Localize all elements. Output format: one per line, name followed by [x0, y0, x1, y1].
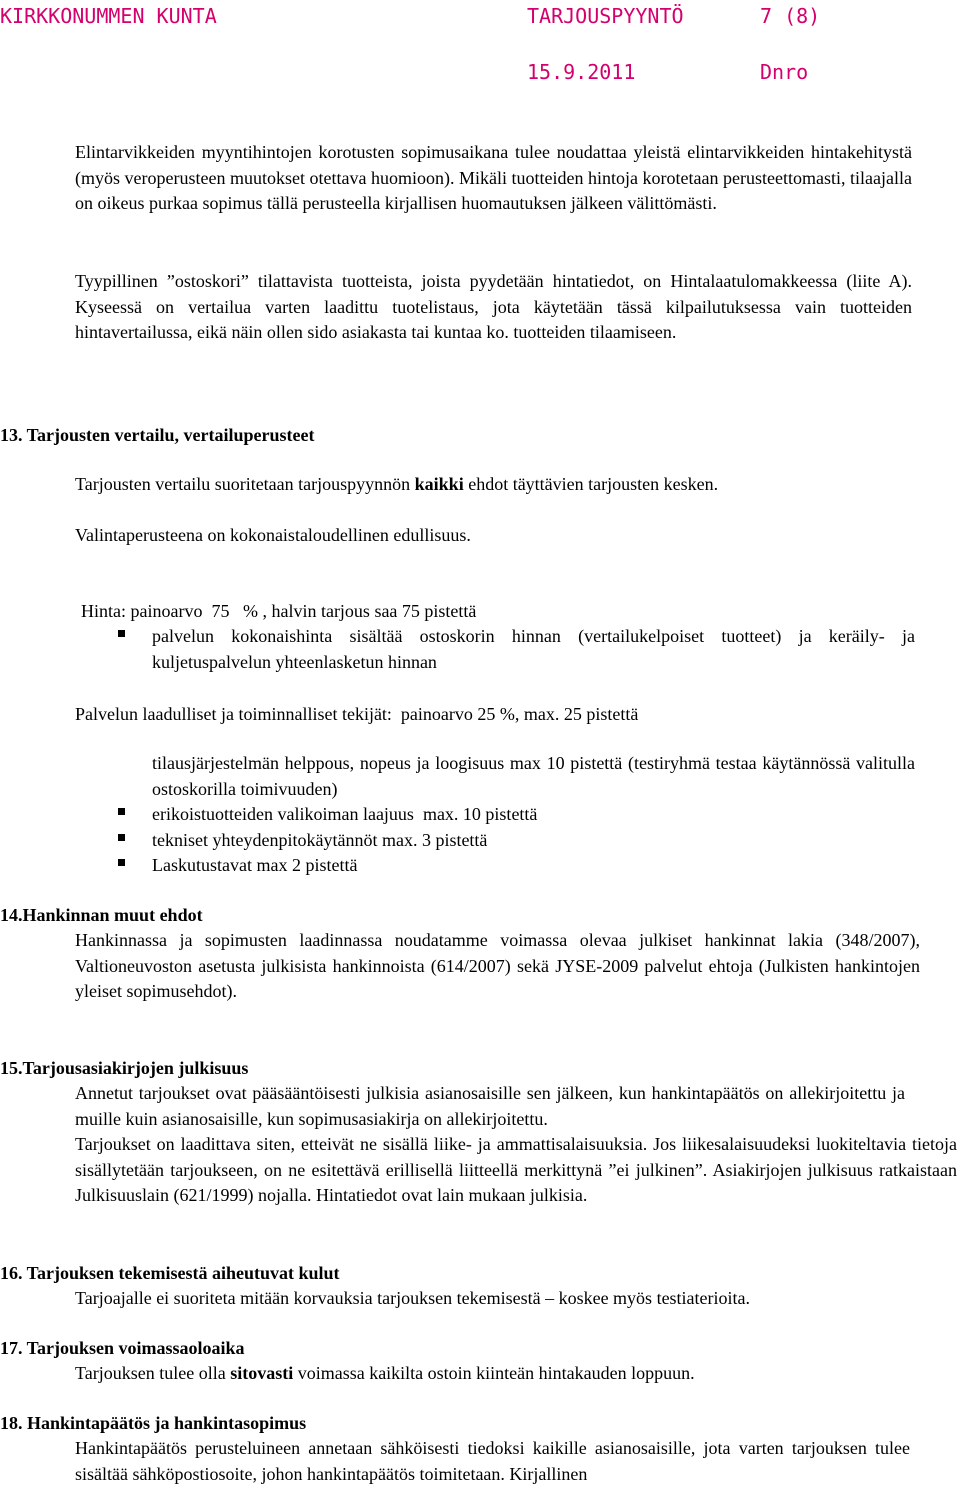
header-doc-type: TARJOUSPYYNTÖ: [527, 4, 684, 28]
section-16-text: Tarjoajalle ei suoriteta mitään korvauksia tarjouksen tekemisestä – koskee myös testiaterioita.: [75, 1288, 751, 1308]
price-bullet: [118, 624, 915, 676]
section-13-paragraph-2: Valintaperusteena on kokonaistaloudellinen edullisuus.: [75, 525, 471, 545]
section-14-text: Hankinnassa ja sopimusten laadinnassa noudatamme voimassa olevaa julkiset hankinnat lakia (348/2007), Valtioneuvoston asetusta julkisista hankinnoista (614/2007) sekä JYSE-2009 palvelut ehtoja (Julkisten hankintojen yleiset sopimusehdot).: [75, 930, 920, 1001]
quality-bullet-1: [118, 802, 915, 828]
intro-paragraph-2: Tyypillinen ”ostoskori” tilattavista tuotteista, joista pyydetään hintatiedot, on Hintalaatulomakkeessa (liite A). Kyseessä on vertailua varten laadittu tuotelistaus, jota käytetään tässä kilpailutuksessa vain tuotteiden hintavertailussa, eikä näin ollen sido asiakasta tai kuntaa ko. tuotteiden tilaamiseen.: [75, 271, 912, 342]
quality-bullet-text: erikoistuotteiden valikoiman laajuus max. 10 pistettä: [152, 804, 538, 824]
section-15-paragraph-2: Tarjoukset on laadittava siten, etteivät ne sisällä liike- ja ammattisalaisuuksia. Jos liikesalaisuudeksi luokiteltavia tietoja sisällytetään tarjoukseen, on ne esitettävä erillisellä liitteellä merkittynä ”ei julkinen”. Asiakirjojen julkisuus ratkaistaan Julkisuuslain (621/1999) nojalla. Hintatiedot ovat lain mukaan julkisia.: [75, 1134, 957, 1205]
header-dnro: Dnro: [760, 60, 809, 84]
s17-text-post: voimassa kaikilta ostoin kiinteän hintakauden loppuun.: [293, 1363, 695, 1383]
bullet-square-icon: [118, 834, 125, 841]
bullet-square-icon: [118, 859, 125, 866]
price-criteria-line: Hinta: painoarvo 75 % , halvin tarjous saa 75 pistettä: [81, 601, 477, 621]
quality-criteria-line: Palvelun laadulliset ja toiminnalliset tekijät: painoarvo 25 %, max. 25 pistettä: [75, 704, 639, 724]
bullet-square-icon: [118, 808, 125, 815]
s13-p1-post: ehdot täyttävien tarjousten kesken.: [463, 474, 719, 494]
section-14-heading: 14.Hankinnan muut ehdot: [0, 905, 203, 925]
quality-bullet-text: tekniset yhteydenpitokäytännöt max. 3 pistettä: [152, 830, 488, 850]
section-16-heading: 16. Tarjouksen tekemisestä aiheutuvat kulut: [0, 1263, 340, 1283]
section-18-heading: 18. Hankintapäätös ja hankintasopimus: [0, 1413, 307, 1433]
header-org: KIRKKONUMMEN KUNTA: [0, 4, 217, 28]
intro-paragraph-1: Elintarvikkeiden myyntihintojen korotusten sopimusaikana tulee noudattaa yleistä elintarvikkeiden hintakehitystä (myös veroperusteen muutokset otettava huomioon). Mikäli tuotteiden hintoja korotetaan perusteettomasti, tilaajalla on oikeus purkaa sopimus tällä perusteella kirjallisen huomautuksen jälkeen välittömästi.: [75, 142, 912, 213]
section-17-heading: 17. Tarjouksen voimassaoloaika: [0, 1338, 245, 1358]
bullet-square-icon: [118, 630, 125, 637]
s17-text-bold: sitovasti: [230, 1363, 294, 1383]
section-17-text: [75, 1361, 912, 1387]
quality-bullet-2: [118, 828, 915, 854]
quality-item: [118, 751, 915, 803]
section-15-paragraph-1: Annetut tarjoukset ovat pääsääntöisesti julkisia asianosaisille sen jälkeen, kun hankintapäätös on allekirjoitettu ja muille kuin asianosaisille, kun sopimusasiakirja on allekirjoitettu.: [75, 1083, 905, 1129]
price-bullet-text: palvelun kokonaishinta sisältää ostoskorin hinnan (vertailukelpoiset tuotteet) ja keräily- ja kuljetuspalvelun yhteenlasketun hinnan: [152, 626, 915, 672]
s17-text-pre: Tarjouksen tulee olla: [75, 1363, 231, 1383]
quality-bullet-3: [118, 853, 915, 879]
section-15-heading: 15.Tarjousasiakirjojen julkisuus: [0, 1058, 249, 1078]
quality-item-text: tilausjärjestelmän helppous, nopeus ja loogisuus max 10 pistettä (testiryhmä testaa käytännössä valitulla ostoskorilla toimivuuden): [152, 753, 915, 799]
header-date: 15.9.2011: [527, 60, 636, 84]
s13-p1-bold: kaikki: [414, 474, 464, 494]
section-13-heading: 13. Tarjousten vertailu, vertailuperusteet: [0, 425, 315, 445]
section-18-text: Hankintapäätös perusteluineen annetaan sähköisesti tiedoksi kaikille asianosaisille, jota varten tarjouksen tulee sisältää sähköpostiosoite, johon hankintapäätös toimitetaan. Kirjallinen: [75, 1438, 910, 1484]
quality-bullet-text: Laskutustavat max 2 pistettä: [152, 855, 358, 875]
header-page-number: 7 (8): [760, 4, 821, 28]
section-13-paragraph-1: [75, 472, 912, 498]
s13-p1-pre: Tarjousten vertailu suoritetaan tarjouspyynnön: [75, 474, 415, 494]
